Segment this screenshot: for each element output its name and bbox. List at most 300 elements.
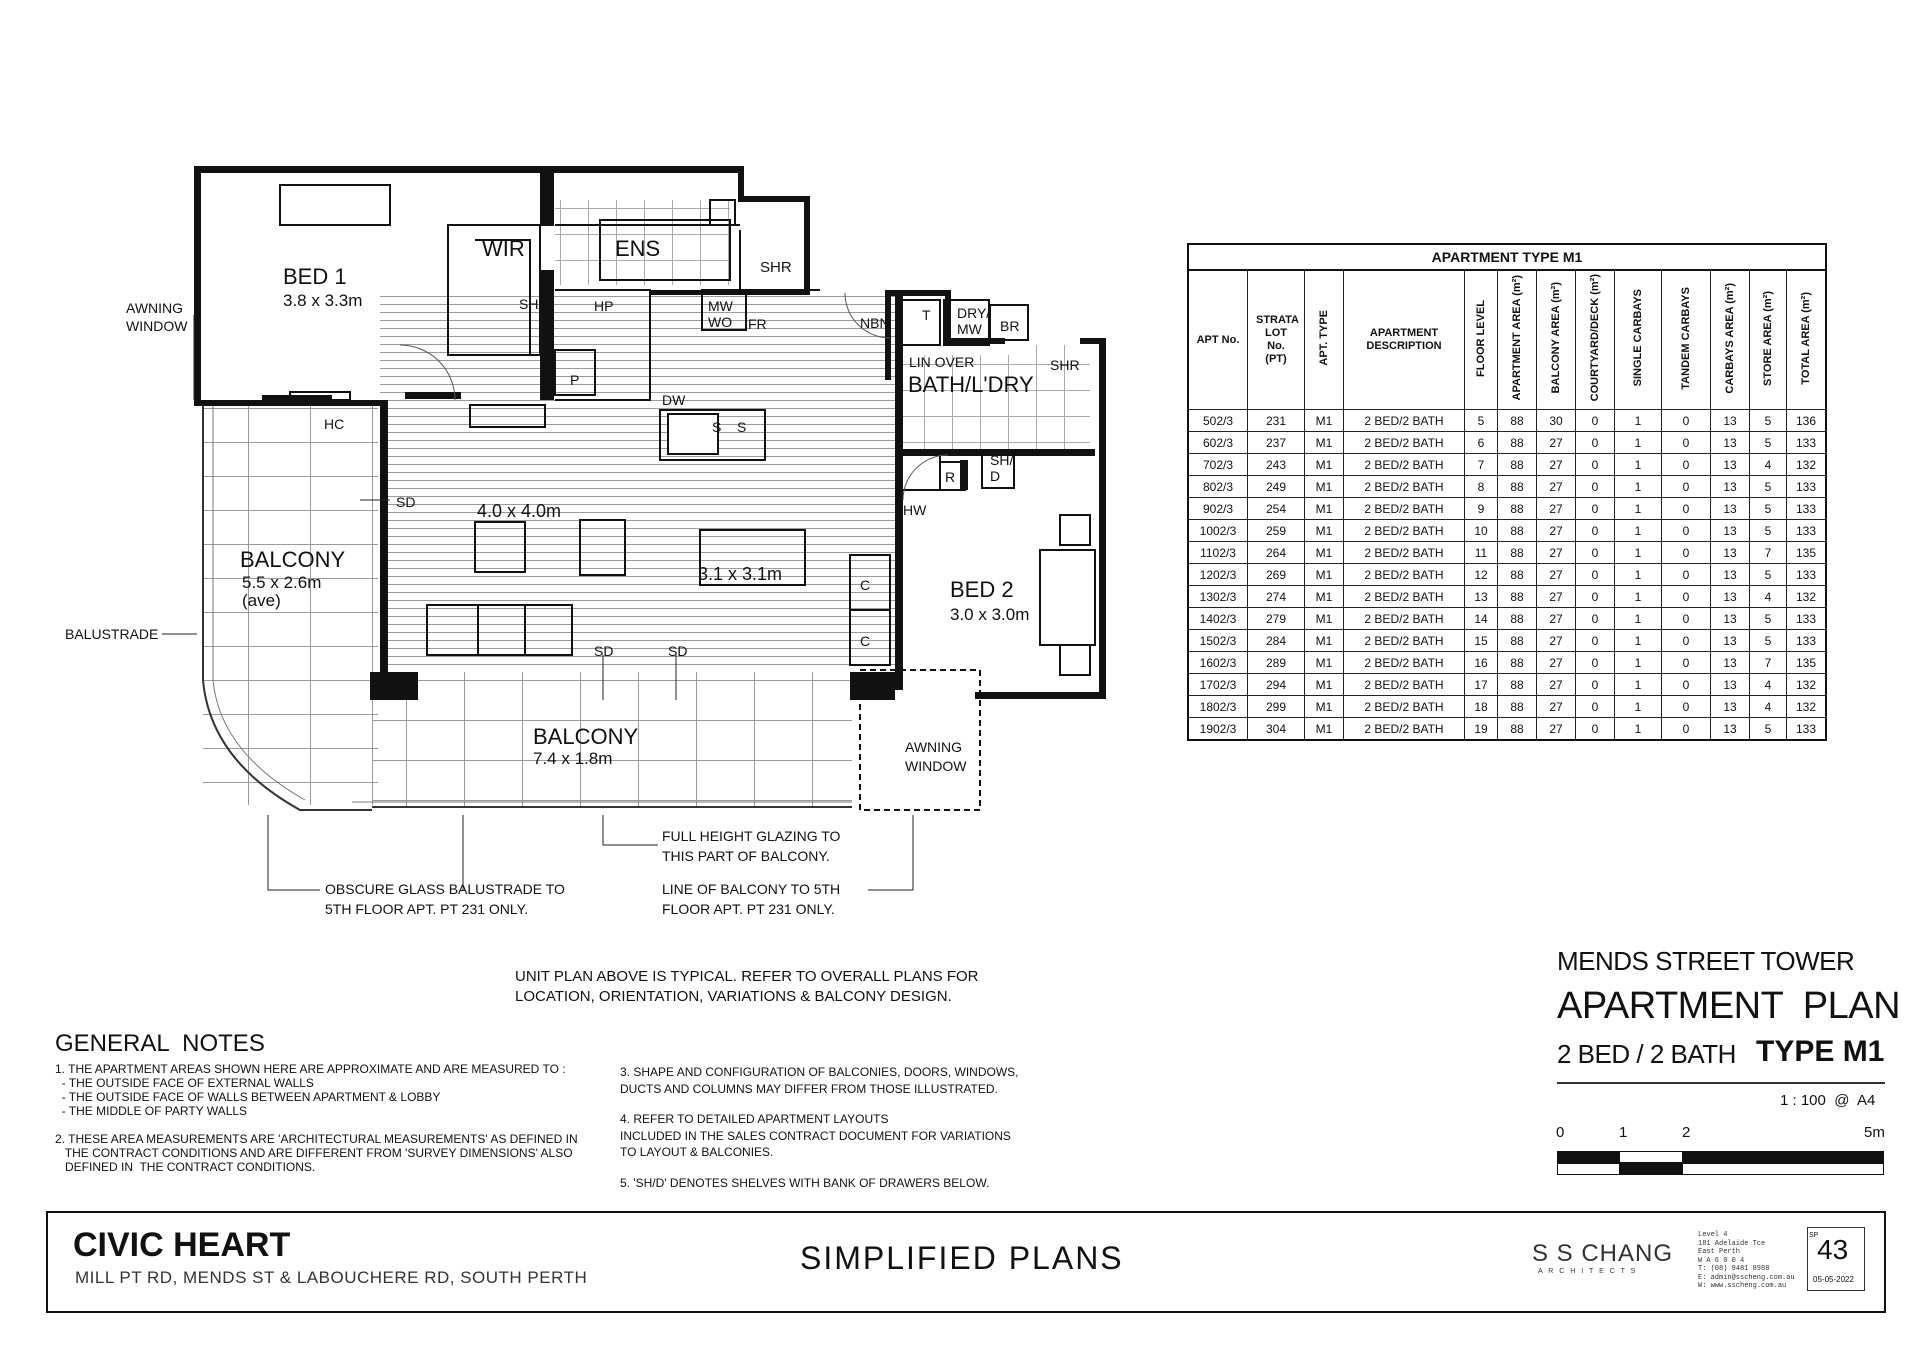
type-label: TYPE M1 [1756, 1035, 1885, 1068]
table-cell: 88 [1498, 454, 1537, 476]
table-cell: 1 [1615, 454, 1662, 476]
table-cell: 7 [1750, 652, 1787, 674]
table-cell: 16 [1465, 652, 1498, 674]
table-cell: 133 [1787, 476, 1827, 498]
table-header [1537, 270, 1576, 410]
table-row [1188, 718, 1826, 741]
br-label: BR [1000, 318, 1020, 334]
table-cell: 0 [1662, 498, 1711, 520]
table-cell: 0 [1576, 520, 1615, 542]
table-cell: 13 [1711, 410, 1750, 432]
table-header-label: APARTMENT DESCRIPTION [1366, 327, 1442, 352]
table-cell: 1302/3 [1188, 586, 1248, 608]
table-cell: 133 [1787, 718, 1827, 741]
table-cell: 2 BED/2 BATH [1344, 696, 1465, 718]
table-header [1576, 270, 1615, 410]
table-cell: 0 [1576, 432, 1615, 454]
table-header-label: BALCONY AREA (m²) [1549, 282, 1562, 394]
balustrade-label: BALUSTRADE [65, 626, 159, 642]
table-cell: 0 [1662, 608, 1711, 630]
table-row [1188, 630, 1826, 652]
table-header-label: APT. TYPE [1317, 310, 1330, 366]
living-size: 4.0 x 4.0m [477, 501, 562, 521]
table-cell: 27 [1537, 718, 1576, 741]
awning-right-2: WINDOW [905, 758, 967, 774]
table-cell: 0 [1576, 586, 1615, 608]
table-cell: 902/3 [1188, 498, 1248, 520]
t-label: T [922, 307, 931, 323]
table-row [1188, 608, 1826, 630]
table-cell: M1 [1305, 608, 1344, 630]
c2-label: C [860, 633, 871, 649]
table-cell: 132 [1787, 674, 1827, 696]
bed1-size: 3.8 x 3.3m [283, 291, 363, 310]
table-cell: M1 [1305, 696, 1344, 718]
bed2-label: BED 2 [950, 577, 1014, 602]
table-cell: M1 [1305, 410, 1344, 432]
glazing-2: THIS PART OF BALCONY. [662, 848, 830, 864]
table-cell: 0 [1662, 410, 1711, 432]
table-header [1498, 270, 1537, 410]
table-cell: 27 [1537, 432, 1576, 454]
table-row [1188, 454, 1826, 476]
table-cell: 2 BED/2 BATH [1344, 432, 1465, 454]
table-cell: 10 [1465, 520, 1498, 542]
table-cell: 1202/3 [1188, 564, 1248, 586]
table-cell: 2 BED/2 BATH [1344, 454, 1465, 476]
table-cell: 1 [1615, 718, 1662, 741]
table-cell: 1902/3 [1188, 718, 1248, 741]
scale-label: 1 : 100 @ A4 [1780, 1092, 1876, 1109]
note-line: East Perth [1698, 1248, 1741, 1256]
table-cell: 254 [1248, 498, 1305, 520]
bed1-label: BED 1 [283, 264, 347, 289]
table-cell: 12 [1465, 564, 1498, 586]
nbn-label: NBN [860, 315, 890, 331]
table-cell: 0 [1576, 696, 1615, 718]
general-notes-left [55, 1062, 578, 1174]
table-cell: 88 [1498, 586, 1537, 608]
table-cell: 2 BED/2 BATH [1344, 608, 1465, 630]
table-cell: 88 [1498, 696, 1537, 718]
table-cell: 15 [1465, 630, 1498, 652]
mw2-label: MW [957, 321, 982, 337]
s2-label: S [737, 419, 747, 435]
note-line: 1. THE APARTMENT AREAS SHOWN HERE ARE APPROXIMATE AND ARE MEASURED TO : [55, 1062, 566, 1076]
table-cell: 133 [1787, 630, 1827, 652]
table-cell: 7 [1750, 542, 1787, 564]
note-line: 181 Adelaide Tce [1698, 1239, 1766, 1248]
table-cell: 249 [1248, 476, 1305, 498]
balcony1-note: (ave) [242, 591, 281, 610]
plan-name: APARTMENT PLAN [1557, 985, 1901, 1027]
table-cell: 2 BED/2 BATH [1344, 410, 1465, 432]
table-cell: 5 [1750, 476, 1787, 498]
table-cell: 1 [1615, 542, 1662, 564]
bed2-size: 3.0 x 3.0m [950, 605, 1030, 624]
typical-note-line: UNIT PLAN ABOVE IS TYPICAL. REFER TO OVERALL PLANS FOR [515, 968, 979, 985]
table-cell: 4 [1750, 586, 1787, 608]
table-cell: 4 [1750, 696, 1787, 718]
balcony1-size: 5.5 x 2.6m [242, 573, 322, 592]
table-cell: 5 [1750, 520, 1787, 542]
table-cell: 133 [1787, 498, 1827, 520]
table-row [1188, 498, 1826, 520]
balcony1-floor [203, 405, 378, 805]
table-cell: 1 [1615, 586, 1662, 608]
table-cell: 0 [1576, 674, 1615, 696]
table-cell: 1 [1615, 696, 1662, 718]
tower-name: MENDS STREET TOWER [1557, 946, 1855, 976]
table-cell: 88 [1498, 652, 1537, 674]
sheet-prefix: SP [1809, 1232, 1819, 1239]
table-cell: 2 BED/2 BATH [1344, 652, 1465, 674]
table-header [1750, 270, 1787, 410]
table-cell: 18 [1465, 696, 1498, 718]
table-header [1188, 270, 1248, 410]
table-cell: 1 [1615, 520, 1662, 542]
table-cell: 13 [1711, 542, 1750, 564]
table-cell: 27 [1537, 476, 1576, 498]
table-row [1188, 520, 1826, 542]
table-cell: 27 [1537, 586, 1576, 608]
table-cell: 0 [1662, 454, 1711, 476]
table-cell: 0 [1576, 630, 1615, 652]
p-label: P [570, 372, 580, 388]
table-cell: 0 [1662, 696, 1711, 718]
note-line: - THE MIDDLE OF PARTY WALLS [55, 1104, 248, 1118]
dining-size: 3.1 x 3.1m [698, 564, 783, 584]
table-cell: 243 [1248, 454, 1305, 476]
table-cell: M1 [1305, 432, 1344, 454]
table-cell: 5 [1750, 564, 1787, 586]
table-header-label: FLOOR LEVEL [1474, 299, 1487, 377]
table-cell: 133 [1787, 520, 1827, 542]
note-line: 2. THESE AREA MEASUREMENTS ARE 'ARCHITECTURAL MEASUREMENTS' AS DEFINED IN [55, 1132, 578, 1146]
table-cell: 133 [1787, 608, 1827, 630]
table-cell: 1502/3 [1188, 630, 1248, 652]
table-cell: 2 BED/2 BATH [1344, 586, 1465, 608]
sd1-label: SD [594, 643, 614, 659]
table-cell: 289 [1248, 652, 1305, 674]
table-cell: 13 [1711, 718, 1750, 741]
table-cell: 0 [1662, 652, 1711, 674]
table-cell: 132 [1787, 696, 1827, 718]
note-line [620, 1161, 1019, 1175]
table-cell: M1 [1305, 476, 1344, 498]
table-cell: 0 [1576, 498, 1615, 520]
table-cell: 1 [1615, 476, 1662, 498]
glazing-1: FULL HEIGHT GLAZING TO [662, 828, 841, 844]
hc-label: HC [324, 416, 345, 432]
table-cell: 5 [1750, 498, 1787, 520]
note-line: W: www.sscheng.com.au [1698, 1282, 1787, 1290]
table-row [1188, 652, 1826, 674]
table-cell: M1 [1305, 674, 1344, 696]
table-cell: 6 [1465, 432, 1498, 454]
table-cell: 88 [1498, 608, 1537, 630]
shd2b-label: D [990, 468, 1001, 484]
table-cell: 502/3 [1188, 410, 1248, 432]
dw-label: DW [662, 392, 686, 408]
scale-tick-0: 0 [1556, 1124, 1565, 1141]
table-cell: 0 [1662, 520, 1711, 542]
sheet-number: 43 [1817, 1234, 1849, 1265]
table-cell: 259 [1248, 520, 1305, 542]
note-line: - THE OUTSIDE FACE OF WALLS BETWEEN APARTMENT & LOBBY [55, 1090, 441, 1104]
awning-right-1: AWNING [905, 739, 963, 755]
table-cell: 13 [1711, 564, 1750, 586]
table-header [1305, 270, 1344, 410]
table-cell: 9 [1465, 498, 1498, 520]
general-notes-heading: GENERAL NOTES [55, 1030, 265, 1057]
table-header [1248, 270, 1305, 410]
table-cell: M1 [1305, 630, 1344, 652]
firm-name: S S CHANG [1532, 1240, 1674, 1267]
table-cell: 1802/3 [1188, 696, 1248, 718]
table-header-label: SINGLE CARBAYS [1631, 289, 1644, 387]
table-cell: 1002/3 [1188, 520, 1248, 542]
dry-label: DRY/ [957, 305, 991, 321]
table-header-label: APARTMENT AREA (m²) [1510, 275, 1523, 401]
table-cell: 304 [1248, 718, 1305, 741]
table-cell: 88 [1498, 718, 1537, 741]
fr-label: FR [748, 316, 767, 332]
table-cell: 13 [1711, 630, 1750, 652]
table-cell: 294 [1248, 674, 1305, 696]
hw-label: HW [903, 502, 927, 518]
table-cell: 27 [1537, 498, 1576, 520]
table-cell: 237 [1248, 432, 1305, 454]
scale-tick-1: 1 [1619, 1124, 1628, 1141]
table-cell: M1 [1305, 542, 1344, 564]
scale-tick-2: 2 [1682, 1124, 1691, 1141]
table-row [1188, 564, 1826, 586]
wir-label: WIR [482, 236, 525, 261]
table-cell: 88 [1498, 476, 1537, 498]
table-cell: 802/3 [1188, 476, 1248, 498]
table-cell: 133 [1787, 432, 1827, 454]
table-cell: 132 [1787, 586, 1827, 608]
table-cell: 269 [1248, 564, 1305, 586]
table-cell: 279 [1248, 608, 1305, 630]
table-cell: 0 [1576, 608, 1615, 630]
table-cell: 88 [1498, 498, 1537, 520]
table-header [1615, 270, 1662, 410]
note-line: Level 4 [1698, 1231, 1728, 1239]
table-cell: 27 [1537, 564, 1576, 586]
table-cell: 2 BED/2 BATH [1344, 564, 1465, 586]
awning-left-1: AWNING [126, 300, 184, 316]
table-cell: 88 [1498, 410, 1537, 432]
table-cell: 13 [1711, 520, 1750, 542]
table-cell: 264 [1248, 542, 1305, 564]
table-header [1465, 270, 1498, 410]
table-row [1188, 476, 1826, 498]
note-line: W A 6 0 0 4 [1698, 1256, 1745, 1265]
table-header-label: TANDEM CARBAYS [1679, 286, 1692, 390]
table-cell: 2 BED/2 BATH [1344, 520, 1465, 542]
table-cell: 27 [1537, 652, 1576, 674]
table-cell: 1 [1615, 432, 1662, 454]
typical-note-line: LOCATION, ORIENTATION, VARIATIONS & BALCONY DESIGN. [515, 988, 952, 1005]
table-cell: 13 [1711, 608, 1750, 630]
table-cell: M1 [1305, 564, 1344, 586]
s1-label: S [712, 419, 722, 435]
table-cell: 1 [1615, 564, 1662, 586]
shr1-label: SHR [760, 259, 792, 276]
table-header [1711, 270, 1750, 410]
table-cell: M1 [1305, 586, 1344, 608]
table-cell: 1 [1615, 652, 1662, 674]
note-line: 4. REFER TO DETAILED APARTMENT LAYOUTS [620, 1112, 889, 1126]
table-cell: 0 [1662, 586, 1711, 608]
table-cell: 284 [1248, 630, 1305, 652]
table-cell: 231 [1248, 410, 1305, 432]
table-cell: 5 [1750, 410, 1787, 432]
table-cell: 27 [1537, 696, 1576, 718]
table-header-label: STRATA LOT No. (PT) [1256, 314, 1299, 365]
table-cell: 1 [1615, 498, 1662, 520]
table-row [1188, 542, 1826, 564]
table-cell: 132 [1787, 454, 1827, 476]
table-cell: 0 [1576, 542, 1615, 564]
note-line: 5. 'SH/D' DENOTES SHELVES WITH BANK OF DRAWERS BELOW. [620, 1175, 990, 1190]
table-cell: 27 [1537, 674, 1576, 696]
table-cell: 13 [1711, 454, 1750, 476]
table-cell: 0 [1662, 630, 1711, 652]
project-name: CIVIC HEART [73, 1226, 291, 1264]
mw-label: MW [708, 298, 733, 314]
table-cell: 27 [1537, 608, 1576, 630]
note-line: E: admin@sscheng.com.au [1698, 1273, 1795, 1282]
sd2-label: SD [668, 643, 688, 659]
c1-label: C [860, 577, 871, 593]
table-cell: 4 [1750, 454, 1787, 476]
balcony1-label: BALCONY [240, 547, 346, 572]
table-cell: 0 [1576, 718, 1615, 741]
table-cell: 1 [1615, 608, 1662, 630]
table-header-label: TOTAL AREA (m²) [1799, 291, 1812, 385]
note-line: - THE OUTSIDE FACE OF EXTERNAL WALLS [55, 1076, 314, 1090]
sd-left-label: SD [396, 494, 416, 510]
note-line: INCLUDED IN THE SALES CONTRACT DOCUMENT FOR VARIATIONS [620, 1128, 1011, 1143]
table-cell: 2 BED/2 BATH [1344, 630, 1465, 652]
table-header [1662, 270, 1711, 410]
table-title: APARTMENT TYPE M1 [1188, 244, 1826, 270]
table-cell: 19 [1465, 718, 1498, 741]
table-cell: 27 [1537, 630, 1576, 652]
table-cell: 30 [1537, 410, 1576, 432]
table-cell: M1 [1305, 652, 1344, 674]
table-cell: 13 [1711, 674, 1750, 696]
table-cell: 13 [1711, 498, 1750, 520]
note-line: T: (08) 9481 8988 [1698, 1265, 1770, 1273]
table-cell: 88 [1498, 674, 1537, 696]
balcony2-label: BALCONY [533, 724, 639, 749]
table-header-label: CARBAYS AREA (m²) [1723, 282, 1736, 394]
table-header-label: COURTYARD/DECK (m²) [1588, 274, 1601, 402]
wo-label: WO [708, 314, 733, 330]
table-cell: 0 [1576, 454, 1615, 476]
balcony2-size: 7.4 x 1.8m [533, 749, 613, 768]
table-cell: M1 [1305, 520, 1344, 542]
table-cell: 27 [1537, 454, 1576, 476]
bath-ldry-label: BATH/L'DRY [908, 372, 1034, 397]
scale-bar [1557, 1151, 1883, 1175]
table-cell: 0 [1576, 564, 1615, 586]
table-cell: 0 [1576, 410, 1615, 432]
table-cell: 13 [1465, 586, 1498, 608]
firm-sub: A R C H I T E C T S [1538, 1268, 1638, 1275]
table-cell: 1102/3 [1188, 542, 1248, 564]
shd2a-label: SH/ [990, 452, 1014, 468]
table-cell: 0 [1662, 674, 1711, 696]
table-cell: 13 [1711, 586, 1750, 608]
table-cell: M1 [1305, 718, 1344, 741]
table-cell: 88 [1498, 564, 1537, 586]
obscure-1: OBSCURE GLASS BALUSTRADE TO [325, 881, 565, 897]
table-cell: 1702/3 [1188, 674, 1248, 696]
general-notes-right [620, 1064, 1019, 1191]
table-row [1188, 586, 1826, 608]
obscure-2: 5TH FLOOR APT. PT 231 ONLY. [325, 901, 529, 917]
line-2: FLOOR APT. PT 231 ONLY. [662, 901, 835, 917]
table-cell: 0 [1576, 652, 1615, 674]
table-cell: 0 [1576, 476, 1615, 498]
table-cell: 136 [1787, 410, 1827, 432]
table-cell: 14 [1465, 608, 1498, 630]
table-header-label: APT No. [1196, 333, 1240, 346]
note-line [620, 1097, 1019, 1111]
table-cell: 0 [1662, 476, 1711, 498]
table-cell: 88 [1498, 432, 1537, 454]
table-cell: 27 [1537, 542, 1576, 564]
table-cell: 0 [1662, 564, 1711, 586]
table-cell: 5 [1750, 608, 1787, 630]
r-label: R [945, 469, 956, 485]
table-cell: 4 [1750, 674, 1787, 696]
hp-label: HP [594, 298, 614, 314]
table-cell: 2 BED/2 BATH [1344, 476, 1465, 498]
table-cell: 1 [1615, 674, 1662, 696]
note-line: 3. SHAPE AND CONFIGURATION OF BALCONIES, DOORS, WINDOWS, [620, 1065, 1019, 1079]
title-rule [1557, 1082, 1885, 1084]
table-row [1188, 674, 1826, 696]
table-cell: 5 [1465, 410, 1498, 432]
table-cell: 0 [1662, 432, 1711, 454]
table-cell: 1 [1615, 410, 1662, 432]
firm-address [1698, 1231, 1795, 1291]
table-cell: 88 [1498, 520, 1537, 542]
table-cell: 135 [1787, 542, 1827, 564]
table-cell: 1602/3 [1188, 652, 1248, 674]
table-cell: 17 [1465, 674, 1498, 696]
table-cell: 5 [1750, 432, 1787, 454]
table-header [1344, 270, 1465, 410]
table-cell: 8 [1465, 476, 1498, 498]
table-cell: 11 [1465, 542, 1498, 564]
table-cell: 299 [1248, 696, 1305, 718]
table-cell: 1 [1615, 630, 1662, 652]
table-row [1188, 696, 1826, 718]
table-cell: 133 [1787, 564, 1827, 586]
table-cell: 2 BED/2 BATH [1344, 718, 1465, 741]
note-line [55, 1118, 578, 1132]
table-cell: 274 [1248, 586, 1305, 608]
note-line: TO LAYOUT & BALCONIES. [620, 1145, 774, 1159]
table-cell: 88 [1498, 630, 1537, 652]
